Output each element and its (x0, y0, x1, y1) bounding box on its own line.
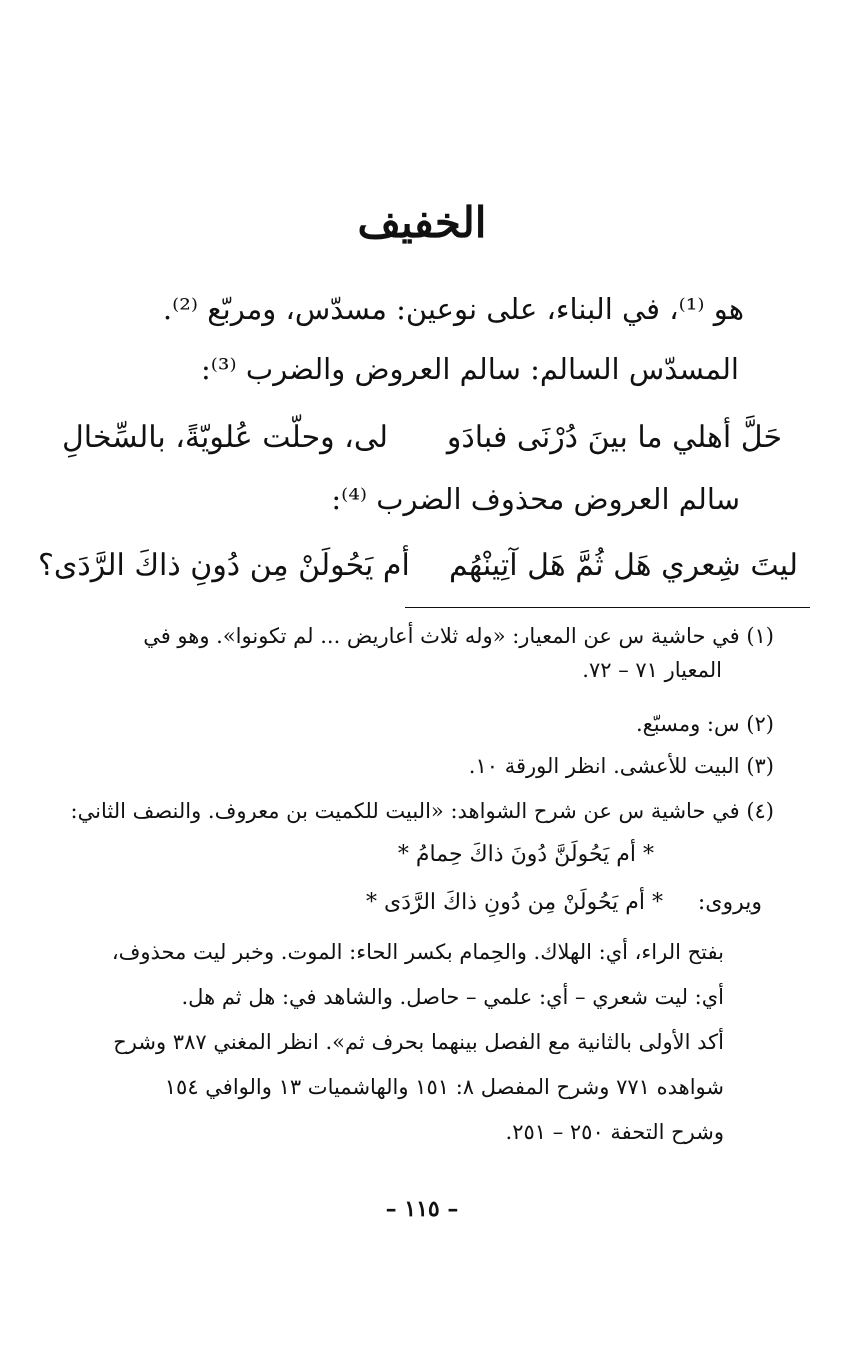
footnote-body-line: وشرح التحفة ٢٥٠ – ٢٥١. (505, 1120, 724, 1144)
footnote-hemistich-2: * أم يَحُولَنْ مِن دُونِ ذاكَ الرَّدَى * (366, 890, 663, 915)
footnote-4-body (74, 930, 724, 1155)
footnote-hemistich-1: * أم يَحُولَنَّ دُونَ ذاكَ حِمامُ * (397, 842, 654, 867)
intro-line: هو ⁽¹⁾، في البناء، على نوعين: مسدّس، ومربّع ⁽²⁾. (162, 292, 744, 326)
verse-1 (62, 420, 782, 455)
footnote-body-line: أكد الأولى بالثانية مع الفصل بينهما بحرف ثم». انظر المغني ٣٨٧ وشرح (113, 1030, 724, 1054)
footnote-1 (69, 620, 774, 687)
footnote-body-line: بفتح الراء، أي: الهلاك. والحِمام بكسر الحاء: الموت. وخبر ليت محذوف، (111, 940, 724, 964)
verse-2-second-half: أم يَحُولَنْ مِن دُونِ ذاكَ الرَّدَى؟ (38, 548, 410, 583)
footnote-1-line-1: (١) في حاشية س عن المعيار: «وله ثلاث أعاريض ... لم تكونوا». وهو في (143, 624, 774, 648)
footnote-1-line-2: المعيار ٧١ – ٧٢. (582, 657, 722, 682)
page-number: – ١١٥ – (385, 1196, 459, 1222)
footnote-body-line: شواهده ٧٧١ وشرح المفصل ٨: ١٥١ والهاشميات ١٣ والوافي ١٥٤ (164, 1075, 724, 1099)
hexameter-heading: المسدّس السالم: سالم العروض والضرب ⁽³⁾: (201, 352, 739, 386)
footnote-body-line: أي: ليت شعري – أي: علمي – حاصل. والشاهد في: هل ثم هل. (181, 985, 724, 1009)
verse-2-first-half: ليتَ شِعري هَل ثُمَّ هَل آتِينْهُم (449, 548, 798, 583)
footnote-4: (٤) في حاشية س عن شرح الشواهد: «البيت للكميت بن معروف. والنصف الثاني: (70, 799, 774, 823)
footnote-3: (٣) البيت للأعشى. انظر الورقة ١٠. (468, 754, 774, 778)
variant-heading: سالم العروض محذوف الضرب ⁽⁴⁾: (331, 482, 740, 516)
verse-1-second-half: لى، وحلّت عُلويّةً، بالسِّخالِ (62, 420, 389, 455)
footnote-separator (405, 607, 810, 608)
section-title: الخفيف (357, 198, 487, 247)
footnote-2: (٢) س: ومسبّع. (635, 712, 774, 736)
variant-label: ويروى: (697, 890, 762, 915)
footnote-variant (242, 890, 762, 915)
verse-1-first-half: حَلَّ أهلي ما بينَ دُرْنَى فبادَو (446, 420, 782, 455)
verse-2 (38, 548, 798, 583)
